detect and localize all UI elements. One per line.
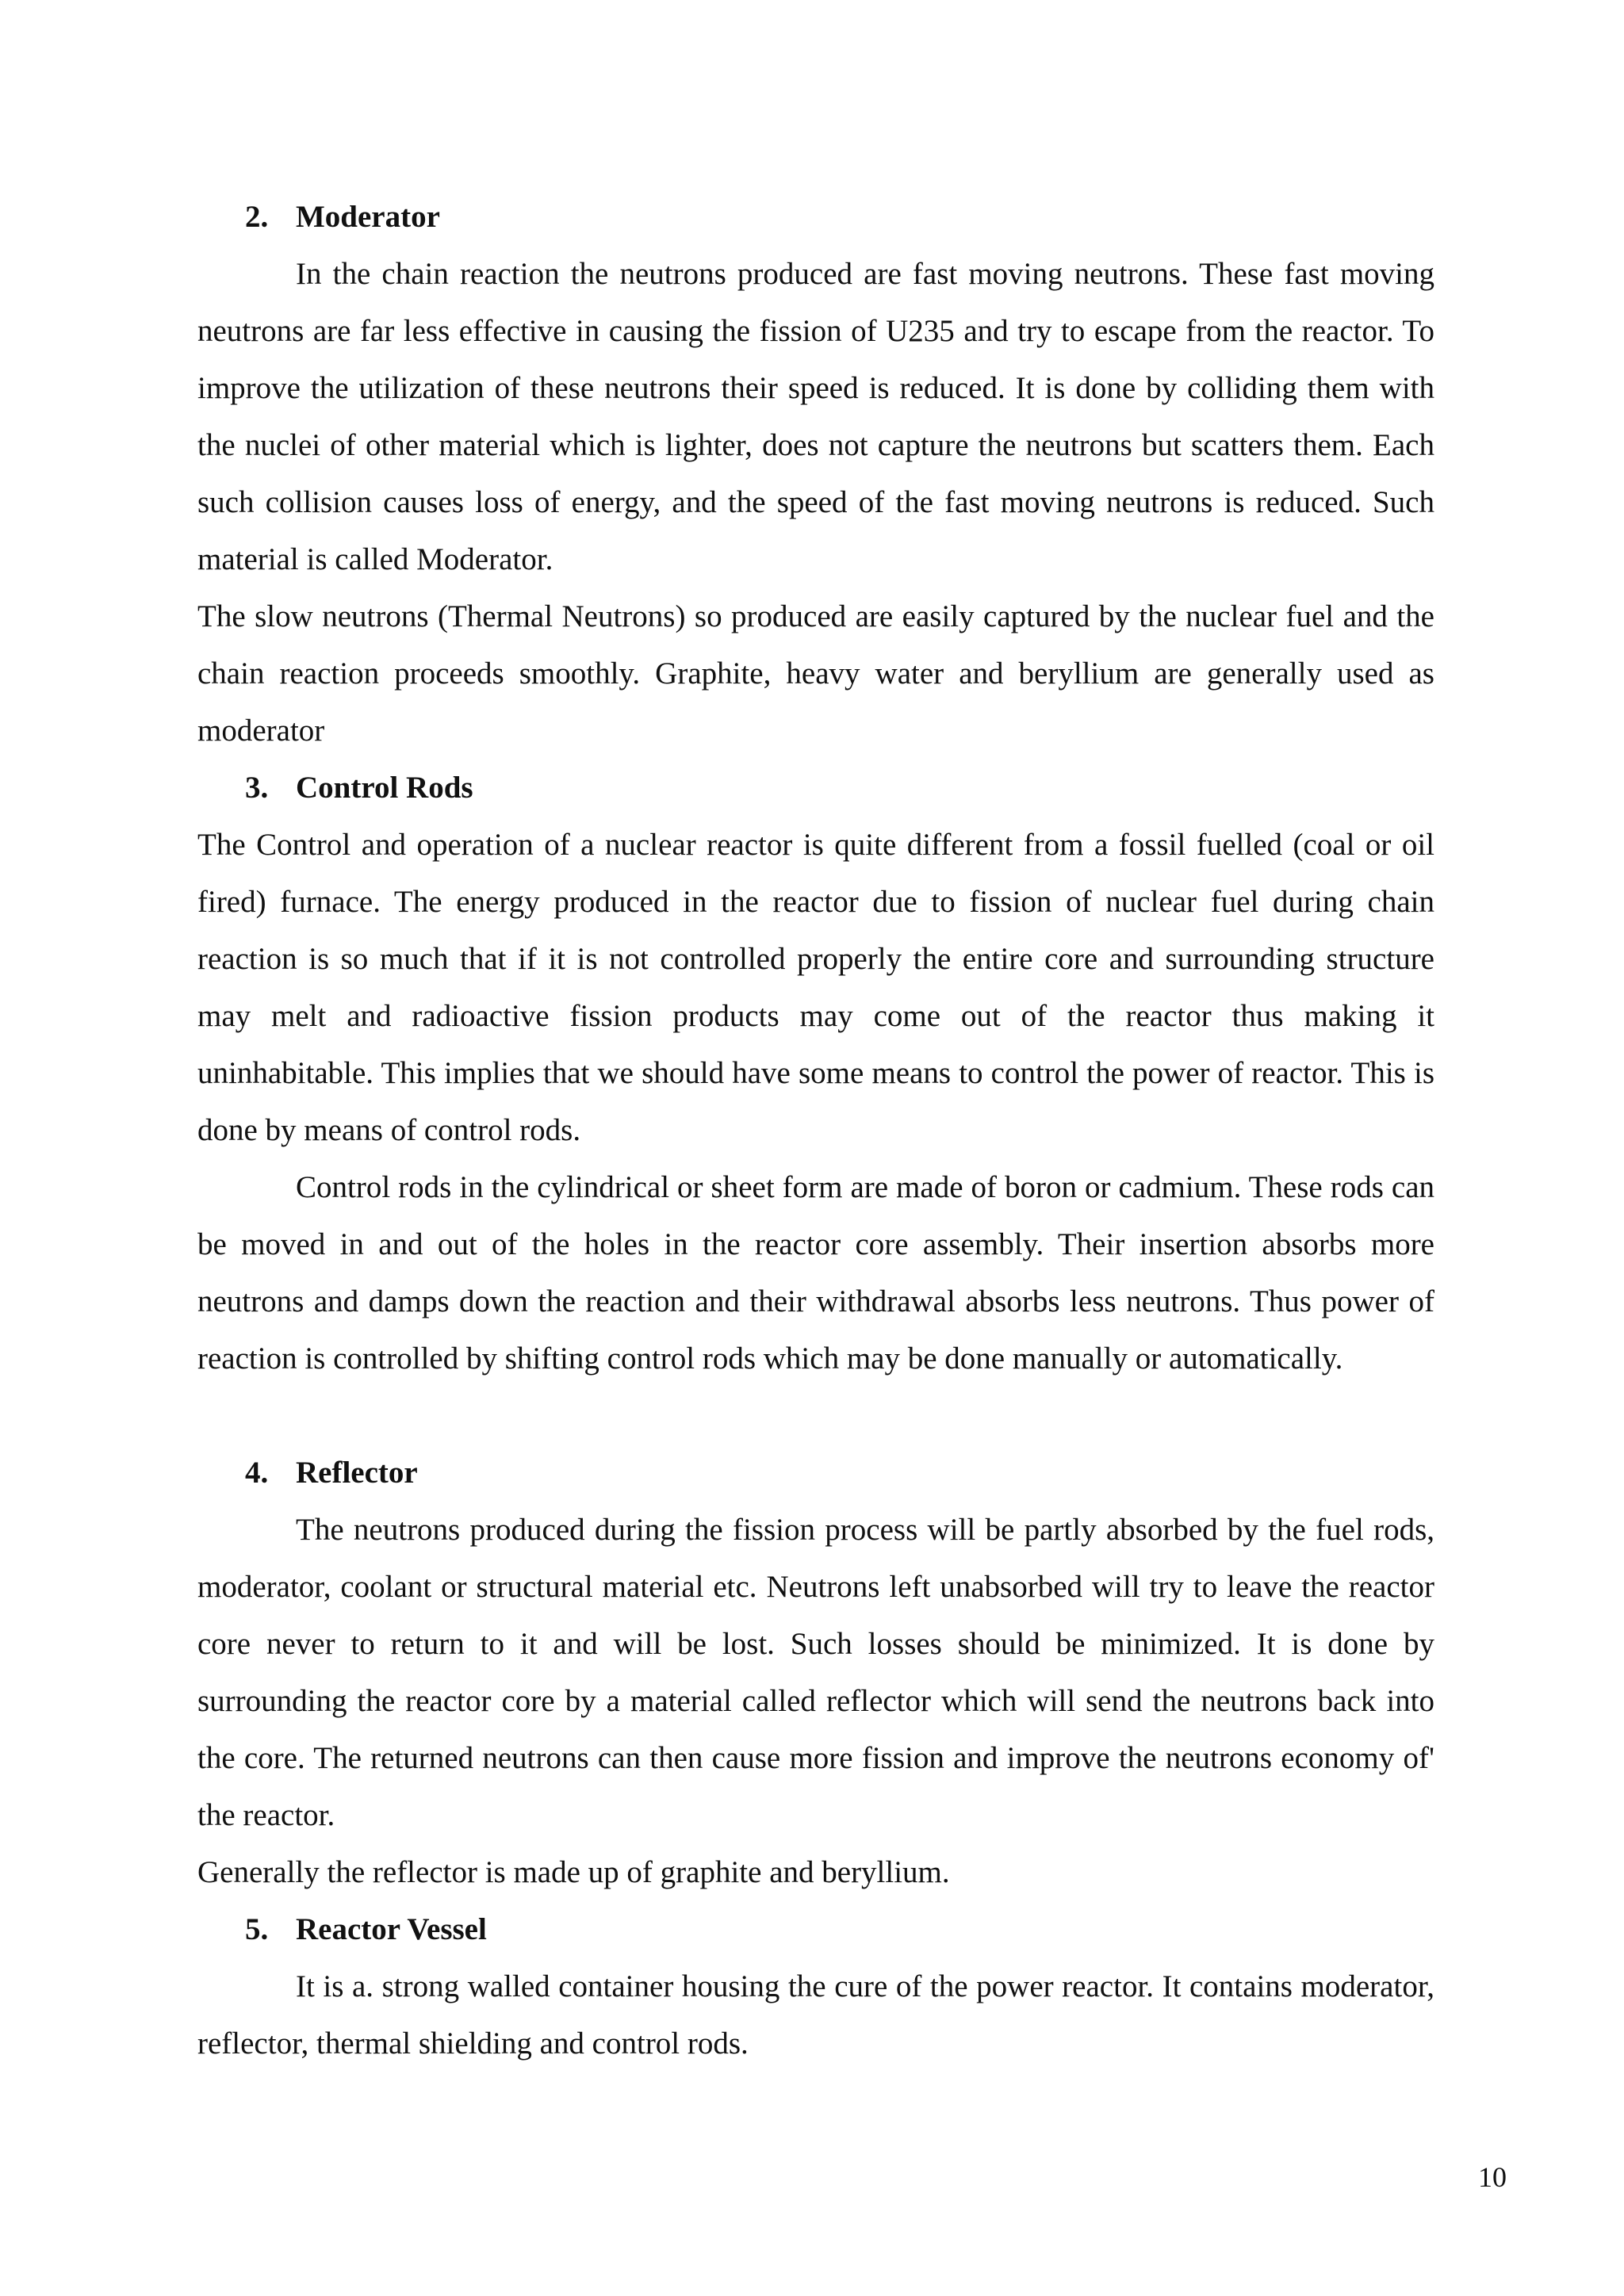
reflector-paragraph-2: Generally the reflector is made up of graphite and beryllium.	[197, 1855, 950, 1889]
section-title: Reactor Vessel	[296, 1912, 487, 1946]
section-number: 5.	[245, 1912, 269, 1946]
control-rods-paragraph-2: Control rods in the cylindrical or sheet form are made of boron or cadmium. These rods can be moved in and out of the holes in the reactor core assembly. Their insertion absorbs more neutrons and damps down the reaction and their withdrawal absorbs less neutrons. Thus power of reaction is controlled by shifting control rods which may be done manually or automatically.	[197, 1170, 1434, 1376]
section-title: Moderator	[296, 200, 440, 234]
reflector-paragraph-1: The neutrons produced during the fission process will be partly absorbed by the fuel rods, moderator, coolant or structural material etc. Neutrons left unabsorbed will try to leave the reactor core never to return to it and will be lost. Such losses should be minimized. It is done by surrounding the reactor core by a material called reflector which will send the neutrons back into the core. The returned neutrons can then cause more fission and improve the neutrons economy of' the reactor.	[197, 1513, 1434, 1832]
control-rods-paragraph-1: The Control and operation of a nuclear reactor is quite different from a fossil fuelled (coal or oil fired) furnace. The energy produced in the reactor due to fission of nuclear fuel during chain reaction is so much that if it is not controlled properly the entire core and surrounding structure may melt and radioactive fission products may come out of the reactor thus making it uninhabitable. This implies that we should have some means to control the power of reactor. This is done by means of control rods.	[197, 828, 1434, 1147]
moderator-paragraph-2: The slow neutrons (Thermal Neutrons) so produced are easily captured by the nuclear fuel and the chain reaction proceeds smoothly. Graphite, heavy water and beryllium are generally used as moderator	[197, 599, 1434, 748]
section-spacer	[197, 1387, 1434, 1445]
section-number: 2.	[245, 200, 269, 234]
section-heading-control-rods	[197, 760, 1434, 817]
reactor-vessel-paragraph-1: It is a. strong walled container housing the cure of the power reactor. It contains moderator, reflector, thermal shielding and control rods.	[197, 1969, 1434, 2061]
section-heading-reactor-vessel	[197, 1901, 1434, 1958]
section-title: Reflector	[296, 1456, 418, 1490]
section-number: 4.	[245, 1456, 269, 1490]
section-number: 3.	[245, 771, 269, 805]
section-heading-moderator	[197, 189, 1434, 246]
moderator-paragraph-1: In the chain reaction the neutrons produced are fast moving neutrons. These fast moving neutrons are far less effective in causing the fission of U235 and try to escape from the reactor. To improve the utilization of these neutrons their speed is reduced. It is done by colliding them with the nuclei of other material which is lighter, does not capture the neutrons but scatters them. Each such collision causes loss of energy, and the speed of the fast moving neutrons is reduced. Such material is called Moderator.	[197, 257, 1434, 576]
page-body	[197, 189, 1434, 2072]
section-title: Control Rods	[296, 771, 473, 805]
section-heading-reflector	[197, 1445, 1434, 1502]
page-number: 10	[1478, 2161, 1507, 2193]
